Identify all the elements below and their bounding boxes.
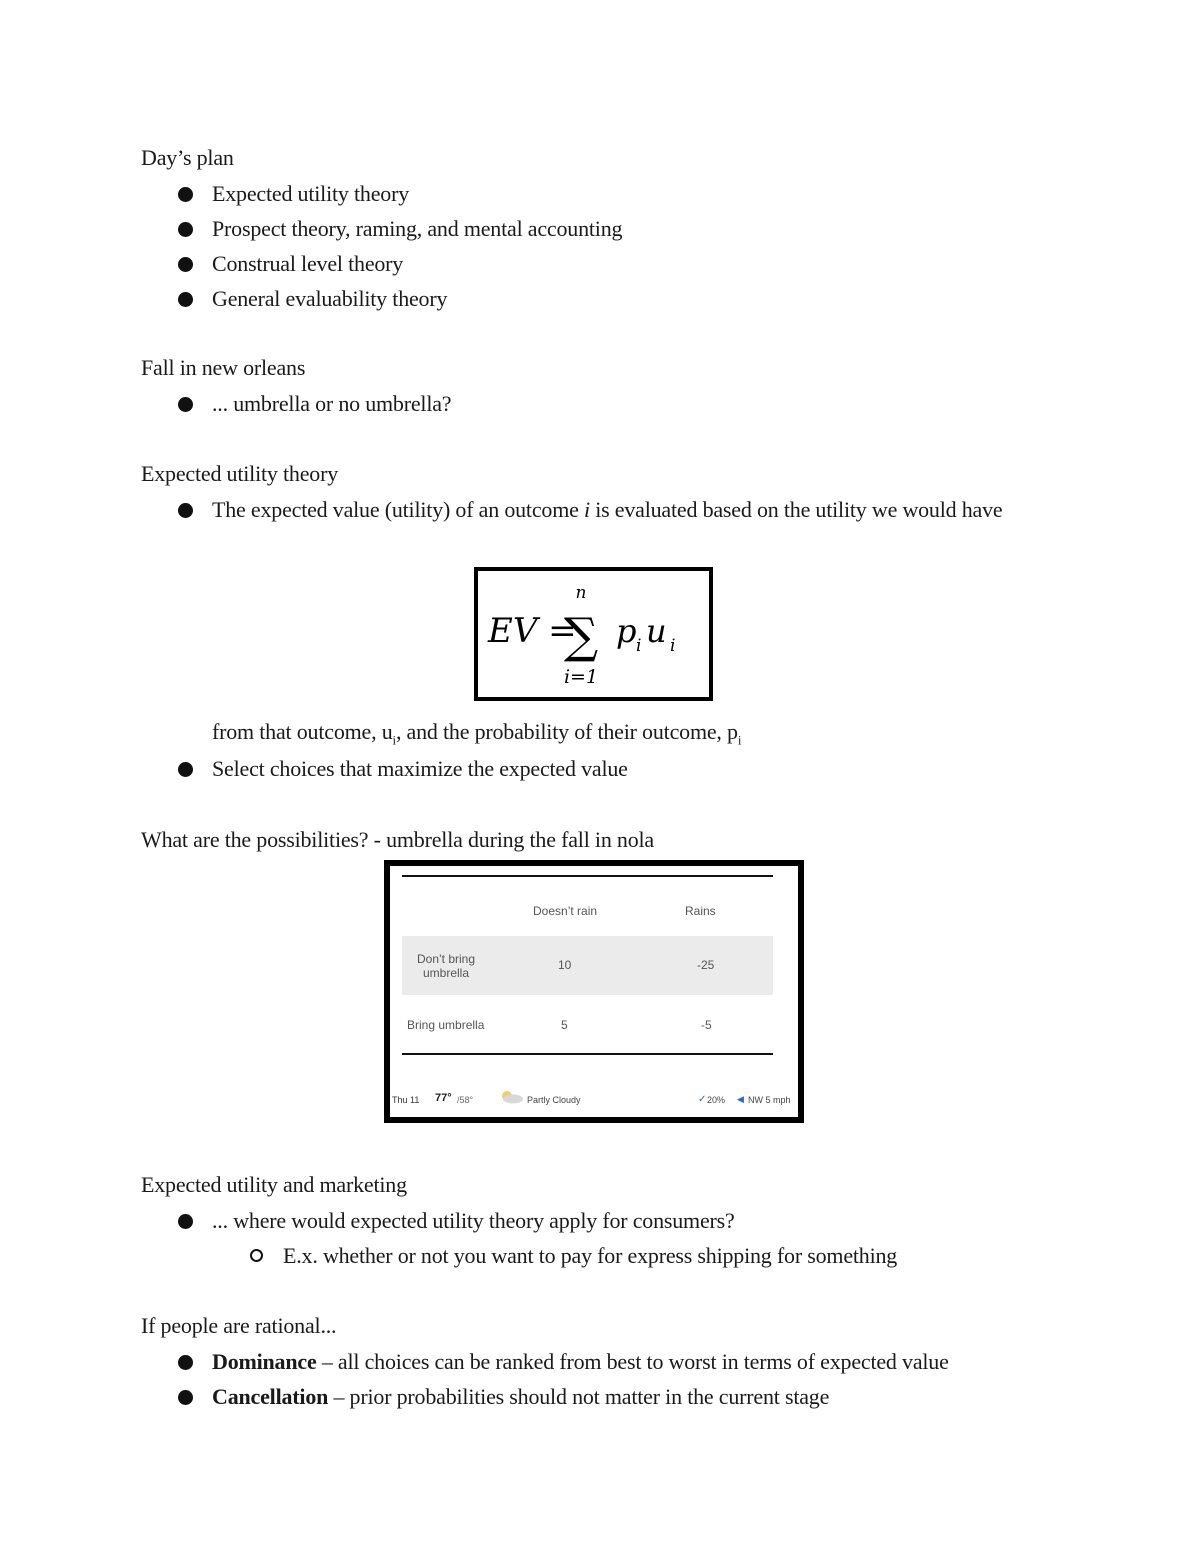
list-item: General evaluability theory (212, 286, 448, 311)
list-item-continuation: from that outcome, $u_i$, and the probability of their outcome, $p_i$ (212, 719, 742, 748)
weather-high: 77° (435, 1092, 452, 1104)
partly-cloudy-icon (498, 1090, 524, 1104)
column-header: Doesn’t rain (533, 904, 598, 918)
section-heading-fall: Fall in new orleans (141, 355, 306, 380)
bullet-icon (178, 1214, 193, 1229)
formula-p-subscript: i (636, 636, 642, 656)
formula-u-subscript: i (670, 636, 676, 656)
formula-lower-limit: i=1 (563, 666, 599, 688)
table-cell: -5 (701, 1018, 712, 1032)
bullet-icon (178, 292, 193, 307)
sub-list-item: E.x. whether or not you want to pay for express shipping for something (283, 1243, 898, 1268)
bullet-icon (178, 1390, 193, 1405)
list-item: Prospect theory, raming, and mental accounting (212, 216, 623, 241)
formula-p: p (616, 612, 637, 650)
weather-precipitation: 20% (707, 1095, 726, 1105)
formula-upper-limit: n (575, 583, 587, 603)
row-label: Don’t bring umbrella (416, 952, 476, 980)
precipitation-icon: ✓ (698, 1094, 707, 1105)
hollow-bullet-icon (250, 1249, 263, 1262)
wind-direction-icon: ◀ (737, 1094, 744, 1104)
list-item: Expected utility theory (212, 181, 410, 206)
list-item-cancellation: Cancellation – prior probabilities should not matter in the current stage (212, 1384, 830, 1409)
table-cell: 5 (561, 1018, 568, 1032)
weather-low: /58° (457, 1095, 474, 1105)
section-heading-days-plan: Day’s plan (141, 145, 234, 170)
expected-value-formula (474, 567, 713, 701)
table-cell: -25 (697, 958, 715, 972)
section-heading-marketing: Expected utility and marketing (141, 1172, 407, 1197)
list-item: ... umbrella or no umbrella? (212, 391, 452, 416)
bullet-icon (178, 503, 193, 518)
formula-u: u (646, 612, 667, 650)
weather-condition: Partly Cloudy (527, 1095, 581, 1105)
bullet-icon (178, 187, 193, 202)
list-item: ... where would expected utility theory apply for consumers? (212, 1208, 735, 1233)
formula-lhs: EV = (488, 611, 577, 651)
list-item: Select choices that maximize the expected value (212, 756, 628, 781)
payoff-table-image (384, 860, 804, 1123)
column-header: Rains (685, 904, 716, 918)
bullet-icon (178, 222, 193, 237)
row-label: Bring umbrella (407, 1018, 485, 1032)
table-top-rule (402, 875, 773, 877)
list-item-dominance: Dominance – all choices can be ranked from best to worst in terms of expected value (212, 1349, 949, 1374)
bullet-icon (178, 762, 193, 777)
section-heading-rational: If people are rational... (141, 1313, 337, 1338)
section-heading-possibilities: What are the possibilities? - umbrella during the fall in nola (141, 827, 655, 852)
weather-wind: NW 5 mph (748, 1095, 791, 1105)
section-heading-eut: Expected utility theory (141, 461, 339, 486)
table-bottom-rule (402, 1053, 773, 1055)
bullet-icon (178, 257, 193, 272)
bullet-icon (178, 397, 193, 412)
list-item: Construal level theory (212, 251, 404, 276)
list-item-eut-definition: The expected value (utility) of an outcome i is evaluated based on the utility we would have (212, 497, 1003, 522)
weather-day: Thu 11 (392, 1095, 420, 1105)
bullet-icon (178, 1355, 193, 1370)
sigma-icon: ∑ (563, 608, 599, 664)
table-cell: 10 (558, 958, 572, 972)
